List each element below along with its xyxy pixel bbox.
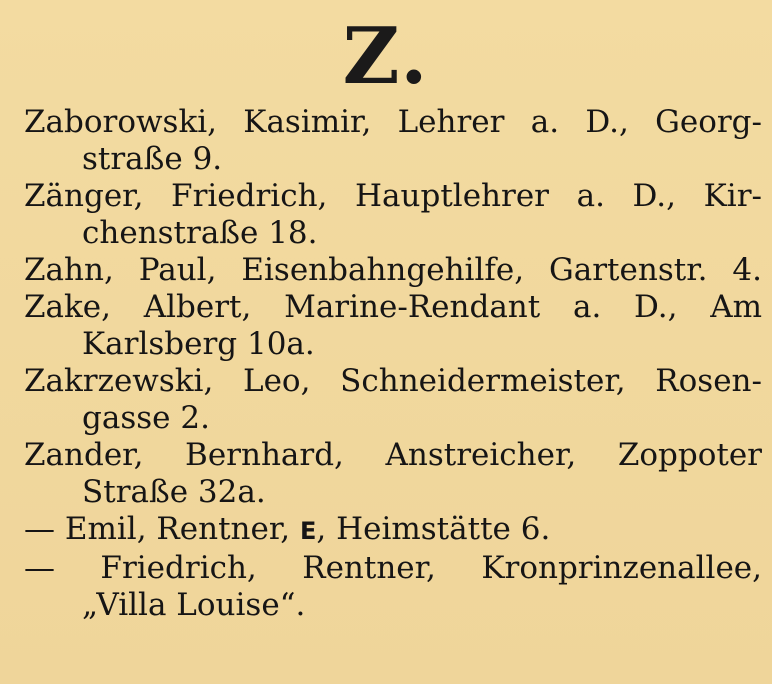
directory-entry xyxy=(24,252,762,289)
entry-continuation: „Villa Louise“. xyxy=(82,587,306,623)
entry-line xyxy=(24,511,762,550)
entry-continuation: gasse 2. xyxy=(82,400,210,436)
section-letter-heading: Z. xyxy=(342,11,430,102)
e-marker: E xyxy=(299,517,317,545)
entry-continuation: Straße 32a. xyxy=(82,474,266,510)
entry-line: Zake, Albert, Marine-Rendant a. D., Am xyxy=(24,289,762,325)
entry-line: — Friedrich, Rentner, Kronprinzenallee, xyxy=(24,550,762,586)
entry-line: Zander, Bernhard, Anstreicher, Zoppoter xyxy=(24,437,762,473)
directory-entry xyxy=(24,511,762,550)
entry-continuation: Karlsberg 10a. xyxy=(82,326,315,362)
directory-entry xyxy=(24,178,762,252)
entry-text: , Heimstätte 6. xyxy=(316,511,551,547)
directory-entry xyxy=(24,437,762,511)
directory-entry xyxy=(24,289,762,363)
entry-continuation: chenstraße 18. xyxy=(82,215,318,251)
entry-text: — Emil, Rentner, xyxy=(24,511,300,547)
directory-entry xyxy=(24,550,762,624)
entry-line: Zaborowski, Kasimir, Lehrer a. D., Georg- xyxy=(24,104,762,140)
entry-continuation: straße 9. xyxy=(82,141,223,177)
directory-entry xyxy=(24,363,762,437)
entry-line: Zakrzewski, Leo, Schneidermeister, Rosen- xyxy=(24,363,762,399)
directory-entries xyxy=(24,104,762,624)
directory-entry xyxy=(24,104,762,178)
entry-line: Zahn, Paul, Eisenbahngehilfe, Gartenstr. 4. xyxy=(24,252,762,288)
entry-line: Zänger, Friedrich, Hauptlehrer a. D., Kir- xyxy=(24,178,762,214)
